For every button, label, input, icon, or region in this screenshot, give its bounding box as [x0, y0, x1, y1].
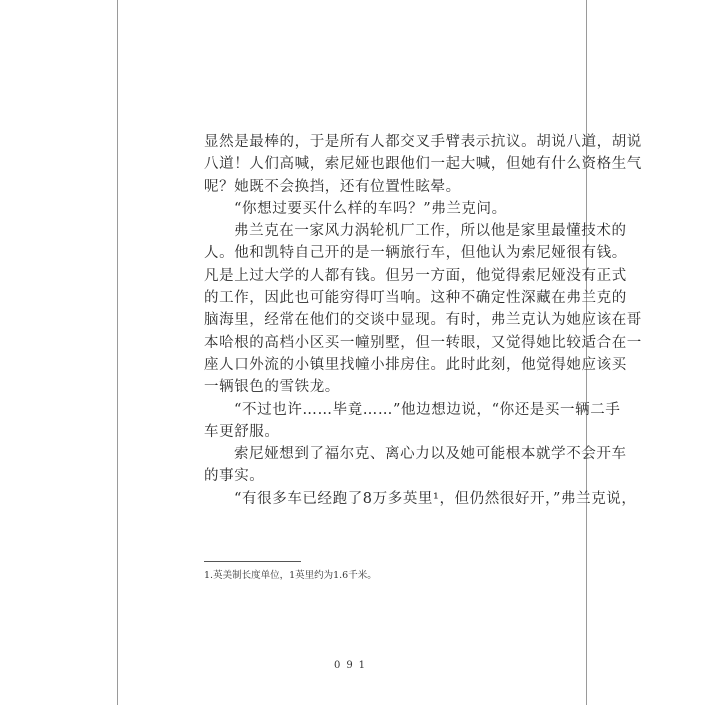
text-line: 人。他和凯特自己开的是一辆旅行车，但他认为索尼娅很有钱。 [204, 245, 627, 262]
text-line: “有很多车已经跑了8万多英里¹，但仍然很好开，”弗兰克说， [234, 490, 637, 507]
footnote: 1.英美制长度单位，1英里约为1.6千米。 [204, 570, 377, 581]
text-line: 车更舒服。 [204, 423, 280, 440]
text-line: 脑海里，经常在他们的交谈中显现。有时，弗兰克认为她应该在哥 [204, 312, 642, 329]
text-line: 的工作，因此也可能穷得叮当响。这种不确定性深藏在弗兰克的 [204, 290, 627, 307]
text-line: “你想过要买什么样的车吗？”弗兰克问。 [234, 200, 507, 217]
text-line: 八道！人们高喊，索尼娅也跟他们一起大喊，但她有什么资格生气 [204, 156, 642, 173]
text-line: 显然是最棒的，于是所有人都交叉手臂表示抗议。胡说八道，胡说 [204, 134, 642, 150]
text-line: 本哈根的高档小区买一幢别墅，但一转眼，又觉得她比较适合在一 [204, 334, 642, 351]
text-line: 索尼娅想到了福尔克、离心力以及她可能根本就学不会开车 [234, 446, 627, 463]
text-line: 的事实。 [204, 468, 265, 485]
text-line: 凡是上过大学的人都有钱。但另一方面，他觉得索尼娅没有正式 [204, 267, 627, 284]
text-line: “不过也许……毕竟……”他边想边说，“你还是买一辆二手 [234, 401, 621, 418]
text-line: 座人口外流的小镇里找幢小排房住。此时此刻，他觉得她应该买 [204, 356, 627, 373]
footnote-divider [204, 561, 301, 562]
text-line: 呢？她既不会换挡，还有位置性眩晕。 [204, 178, 461, 195]
text-line: 一辆银色的雪铁龙。 [204, 379, 340, 396]
page-number: 091 [333, 660, 372, 671]
text-line: 弗兰克在一家风力涡轮机厂工作，所以他是家里最懂技术的 [234, 223, 627, 240]
body-text [204, 131, 642, 510]
